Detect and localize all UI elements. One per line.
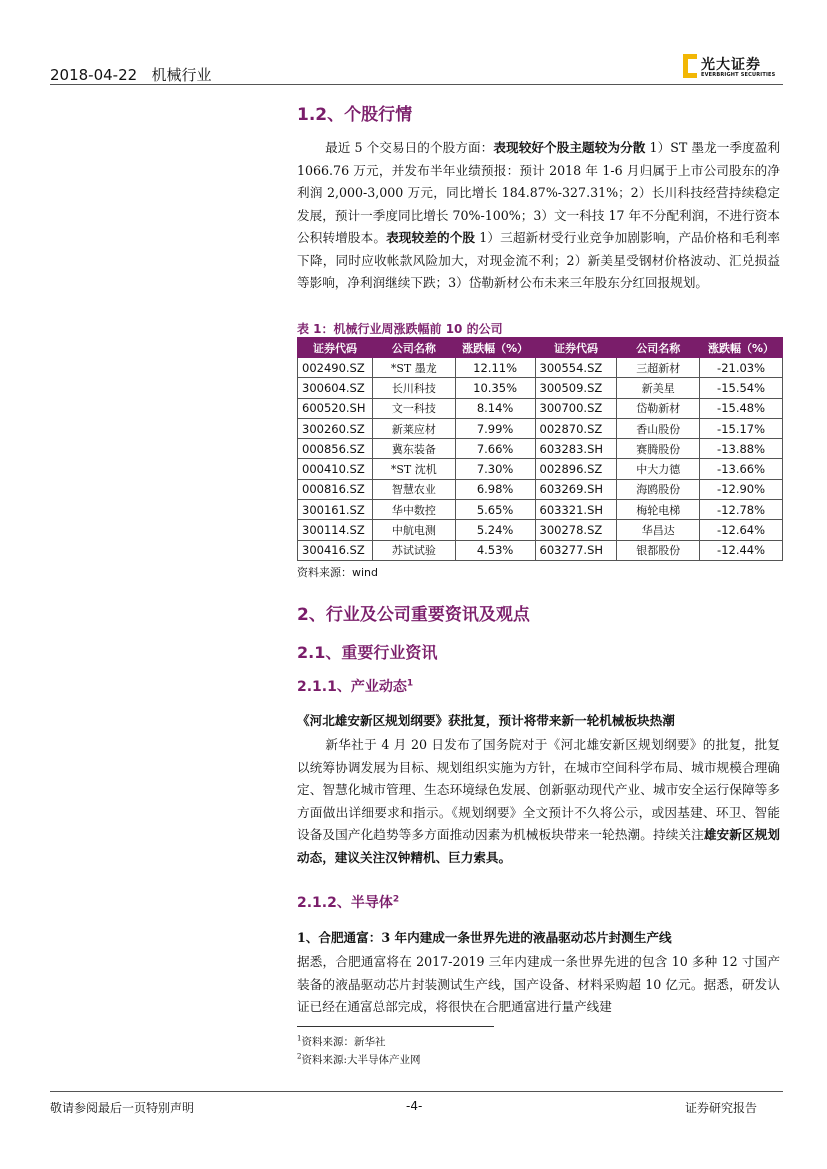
table-cell: 长川科技 (372, 378, 455, 398)
table-cell: 300554.SZ (535, 358, 617, 378)
para-bold-1: 表现较好个股主题较为分散 (493, 140, 646, 155)
table-cell: 中航电测 (372, 520, 455, 540)
table-cell: 000816.SZ (298, 479, 373, 499)
table-cell: 002490.SZ (298, 358, 373, 378)
table-cell: 10.35% (455, 378, 535, 398)
logo-en-text: EVERBRIGHT SECURITIES (701, 72, 776, 78)
col-header: 证券代码 (298, 338, 373, 358)
header-divider (50, 84, 783, 85)
para-lead: 最近 5 个交易日的个股方面： (325, 140, 494, 155)
logo-cn-text: 光大证券 (701, 57, 761, 73)
table-1-title: 表 1：机械行业周涨跌幅前 10 的公司 (297, 322, 503, 336)
col-header: 证券代码 (535, 338, 617, 358)
table-row (298, 378, 783, 398)
table-cell: 新美星 (617, 378, 700, 398)
table-cell: 12.11% (455, 358, 535, 378)
col-header: 涨跌幅（%） (455, 338, 535, 358)
table-cell: 300700.SZ (535, 398, 617, 418)
table-row (298, 398, 783, 418)
para-tail: 1）三超新材受行业竞争加剧影响，产品价格和毛利率下降，同时应收帐款风险加大，对现金流不利；2）新美星受钢材价格波动、汇兑损益等影响，净利润继续下跌；3）岱勒新材公布未来三年股东分红回报规划。 (297, 230, 780, 290)
news-title-tongfu: 1、合肥通富：3 年内建成一条世界先进的液晶驱动芯片封测生产线 (297, 930, 672, 945)
table-cell: -12.90% (700, 479, 783, 499)
table-cell: 华中数控 (372, 500, 455, 520)
table-cell: 岱勒新材 (617, 398, 700, 418)
table-cell: 300278.SZ (535, 520, 617, 540)
section-2-title: 2、行业及公司重要资讯及观点 (297, 605, 530, 625)
table-cell: 603277.SH (535, 540, 617, 560)
table-cell: -13.66% (700, 459, 783, 479)
table-cell: 文一科技 (372, 398, 455, 418)
table-cell: 5.24% (455, 520, 535, 540)
logo-mark-icon (683, 54, 697, 78)
table-cell: 300260.SZ (298, 418, 373, 438)
table-row (298, 439, 783, 459)
table-cell: 603283.SH (535, 439, 617, 459)
news-title-xiongan: 《河北雄安新区规划纲要》获批复，预计将带来新一轮机械板块热潮 (297, 713, 675, 728)
table-cell: 赛腾股份 (617, 439, 700, 459)
table-row (298, 358, 783, 378)
para-mid: 1）ST 墨龙一季度盈利 1066.76 万元，并发布半年业绩预报：预计 2018 年 1-6 月归属于上市公司股东的净利润 2,000-3,000 万元，同比增长 184.87%-327.31%；2）长川科技经营持续稳定发展，预计一季度同比增长 70%-100%；3）文一科技 17 年不分配利润，不进行资本公积转增股本。 (297, 140, 781, 245)
col-header: 公司名称 (617, 338, 700, 358)
footnote-1: $^1$资料来源：新华社 (297, 1034, 386, 1048)
table-row (298, 459, 783, 479)
table-row (298, 520, 783, 540)
para-xiongan: 新华社于 4 月 20 日发布了国务院对于《河北雄安新区规划纲要》的批复，批复以统筹协调发展为目标、规划组织实施为方针，在城市空间科学布局、城市规模合理确定、智慧化城市管理、生态环境绿色发展、创新驱动现代产业、城市安全运行保障等多方面做出详细要求和指示。《规划纲要》全文预计不久将公示，或因基建、环卫、智能设备及国产化趋势等多方面推动因素为机械板块带来一轮热潮。持续关注 (297, 737, 780, 842)
table-cell: 7.99% (455, 418, 535, 438)
table-cell: 300114.SZ (298, 520, 373, 540)
table-row (298, 479, 783, 499)
table-cell: -15.54% (700, 378, 783, 398)
table-row (298, 500, 783, 520)
para-tongfu: 据悉，合肥通富将在 2017-2019 三年内建成一条世界先进的包含 10 多种 12 寸国产装备的液晶驱动芯片封装测试生产线，国产设备、材料采购超 10 亿元。据悉，研发认证已经在通富总部完成，将很快在合肥通富进行量产线建 (297, 954, 780, 1014)
section-2-1-2-paragraph (297, 951, 780, 1019)
table-cell: 300416.SZ (298, 540, 373, 560)
table-cell: 海鸥股份 (617, 479, 700, 499)
table-cell: 300509.SZ (535, 378, 617, 398)
table-cell: 603321.SH (535, 500, 617, 520)
table-cell: 8.14% (455, 398, 535, 418)
table-cell: 5.65% (455, 500, 535, 520)
table-cell: -15.48% (700, 398, 783, 418)
page-number: -4- (406, 1099, 423, 1113)
header-industry: 机械行业 (151, 66, 212, 84)
table-cell: 000410.SZ (298, 459, 373, 479)
table-cell: 000856.SZ (298, 439, 373, 459)
col-header: 公司名称 (372, 338, 455, 358)
section-2-1-2-title: 2.1.2、半导体$^2$ (297, 894, 400, 911)
table-cell: -15.17% (700, 418, 783, 438)
table-cell: 603269.SH (535, 479, 617, 499)
col-header: 涨跌幅（%） (700, 338, 783, 358)
table-row (298, 418, 783, 438)
table-cell: 香山股份 (617, 418, 700, 438)
table-cell: 002870.SZ (535, 418, 617, 438)
footer-disclaimer: 敬请参阅最后一页特别声明 (50, 1101, 195, 1115)
table-cell: 冀东装备 (372, 439, 455, 459)
table-source: 资料来源：wind (297, 566, 379, 579)
table-cell: 300604.SZ (298, 378, 373, 398)
footnote-ref: 2 (392, 894, 400, 905)
table-cell: 三超新材 (617, 358, 700, 378)
table-cell: 智慧农业 (372, 479, 455, 499)
table-cell: -21.03% (700, 358, 783, 378)
footer-report-type: 证券研究报告 (685, 1101, 758, 1115)
table-cell: -12.78% (700, 500, 783, 520)
para-xiongan-bold: 雄安新区规划动态，建议关注汉钟精机、巨力索具。 (297, 827, 781, 865)
table-cell: 新莱应材 (372, 418, 455, 438)
section-1-2-paragraph (297, 137, 780, 295)
header-date: 2018-04-22 (50, 66, 138, 84)
table-cell: 梅轮电梯 (617, 500, 700, 520)
footnote-divider (297, 1026, 494, 1027)
table-cell: *ST 墨龙 (372, 358, 455, 378)
table-cell: 银都股份 (617, 540, 700, 560)
company-logo (683, 54, 783, 82)
section-2-1-title: 2.1、重要行业资讯 (297, 643, 438, 662)
table-cell: 4.53% (455, 540, 535, 560)
table-cell: 苏试试验 (372, 540, 455, 560)
header-date-industry (50, 64, 212, 85)
table-cell: 300161.SZ (298, 500, 373, 520)
section-1-2-title: 1.2、个股行情 (297, 105, 413, 125)
footer-divider (50, 1091, 783, 1092)
table-cell: -12.44% (700, 540, 783, 560)
table-cell: 7.30% (455, 459, 535, 479)
table-cell: -13.88% (700, 439, 783, 459)
table-cell: 002896.SZ (535, 459, 617, 479)
table-cell: 600520.SH (298, 398, 373, 418)
table-row (298, 540, 783, 560)
footnote-ref: 1 (406, 678, 414, 689)
para-bold-2: 表现较差的个股 (386, 230, 476, 245)
section-2-1-1-title: 2.1.1、产业动态$^1$ (297, 678, 414, 695)
table-cell: 华昌达 (617, 520, 700, 540)
stock-performance-table (297, 337, 783, 561)
footnote-2: $^2$资料来源:大半导体产业网 (297, 1052, 421, 1066)
table-cell: 中大力德 (617, 459, 700, 479)
table-cell: -12.64% (700, 520, 783, 540)
table-header-row (298, 338, 783, 358)
table-cell: 6.98% (455, 479, 535, 499)
table-cell: *ST 沈机 (372, 459, 455, 479)
section-2-1-1-paragraph (297, 734, 780, 869)
table-cell: 7.66% (455, 439, 535, 459)
